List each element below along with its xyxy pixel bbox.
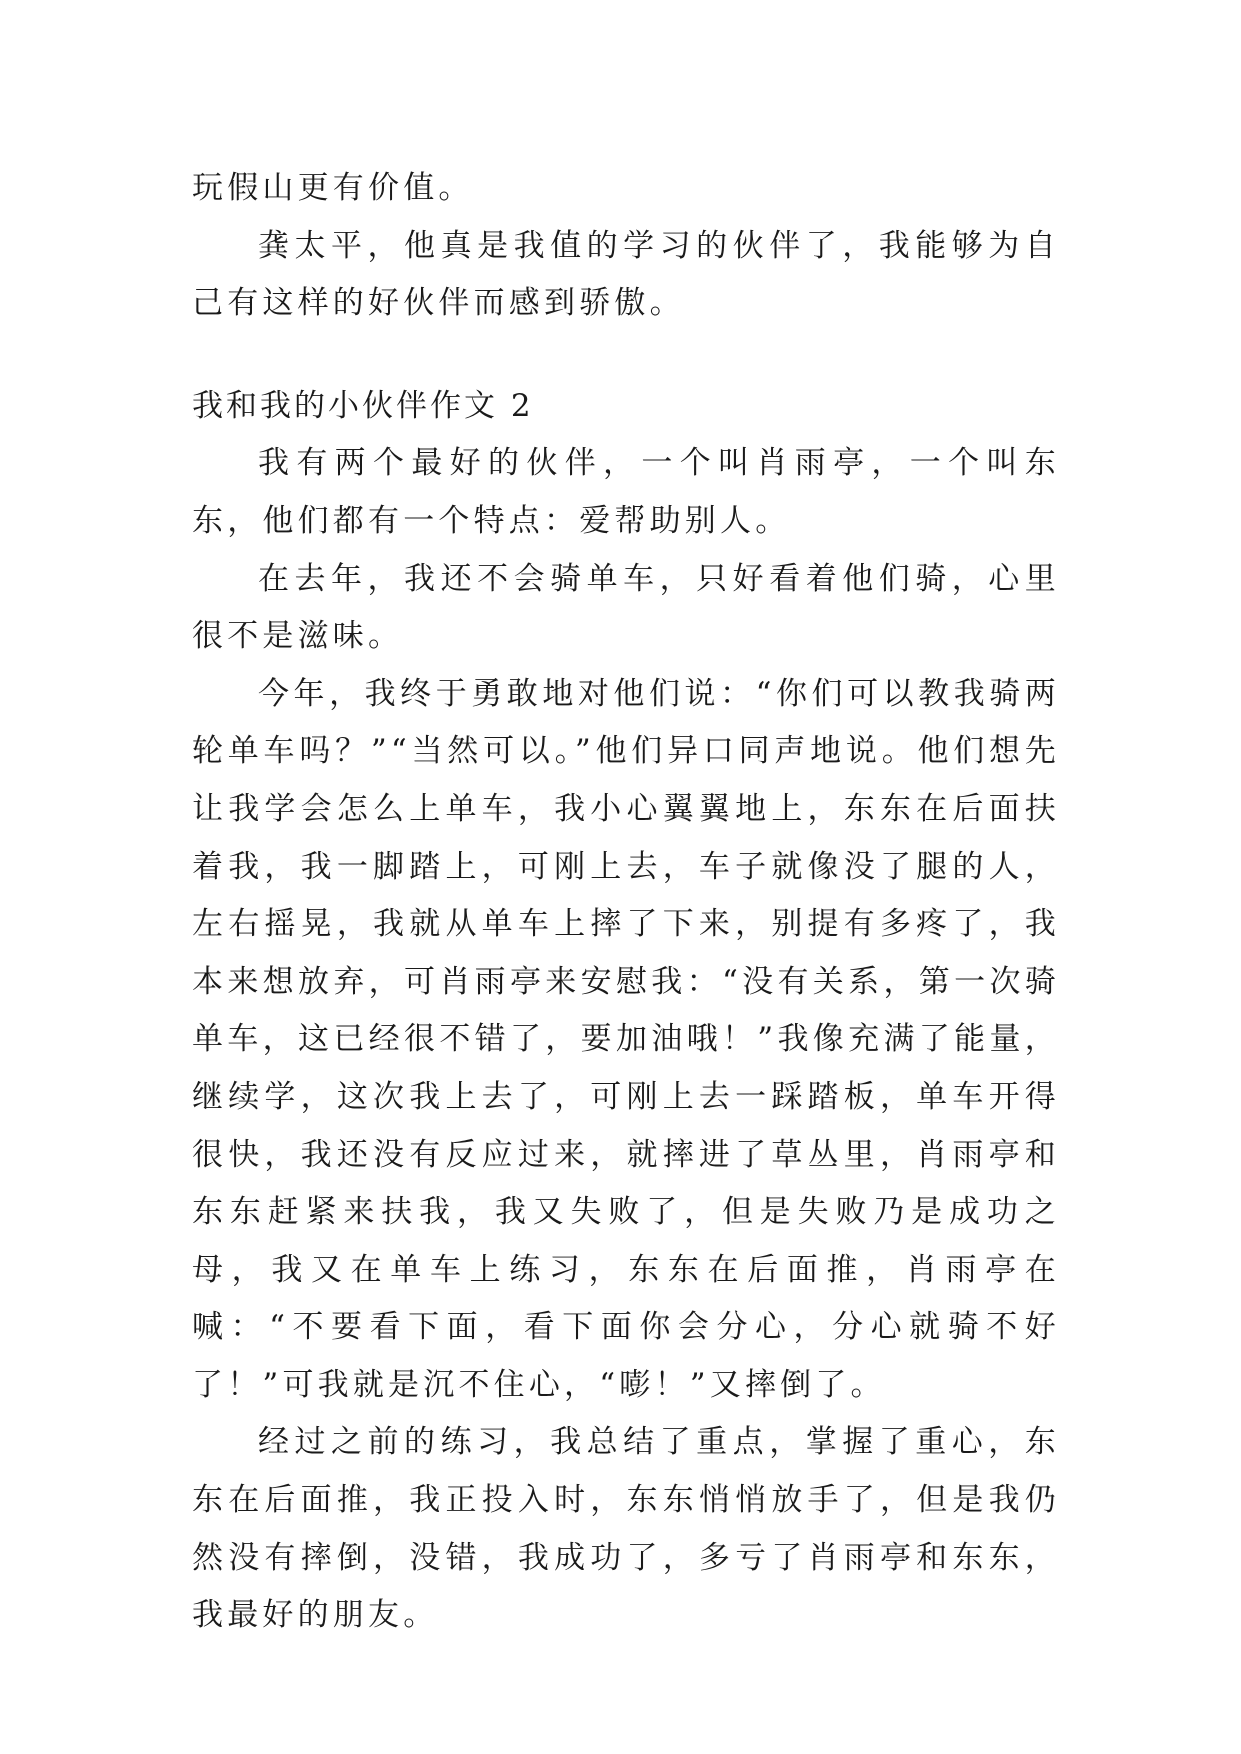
paragraph: 经过之前的练习，我总结了重点，掌握了重心，东东在后面推，我正投入时，东东悄悄放手了，但是我仍然没有摔倒，没错，我成功了，多亏了肖雨亭和东东，我最好的朋友。: [192, 1424, 1060, 1634]
paragraph: 龚太平，他真是我值的学习的伙伴了，我能够为自己有这样的好伙伴而感到骄傲。: [192, 227, 1060, 322]
continuation-text: 玩假山更有价值。: [192, 170, 474, 206]
paragraph: 我有两个最好的伙伴，一个叫肖雨亭，一个叫东东，他们都有一个特点：爱帮助别人。: [192, 445, 1060, 539]
paragraph: 今年，我终于勇敢地对他们说：“你们可以教我骑两轮单车吗？”“当然可以。”他们异口同声地说。他们想先让我学会怎么上单车，我小心翼翼地上，东东在后面扶着我，我一脚踏上，可刚上去，车子就像没了腿的人，左右摇晃，我就从单车上摔了下来，别提有多疼了，我本来想放弃，可肖雨亭来安慰我：“没有关系，第一次骑单车，这已经很不错了，要加油哦！”我像充满了能量，继续学，这次我上去了，可刚上去一踩踏板，单车开得很快，我还没有反应过来，就摔进了草丛里，肖雨亭和东东赶紧来扶我，我又失败了，但是失败乃是成功之母，我又在单车上练习，东东在后面推，肖雨亭在喊：“不要看下面，看下面你会分心，分心就骑不好了！”可我就是沉不住心，“嘭！”又摔倒了。: [192, 675, 1060, 1403]
paragraph: 在去年，我还不会骑单车，只好看着他们骑，心里很不是滋味。: [192, 560, 1060, 655]
section-title: 我和我的小伙伴作文 2: [192, 387, 534, 424]
document-page: [192, 160, 1060, 1645]
